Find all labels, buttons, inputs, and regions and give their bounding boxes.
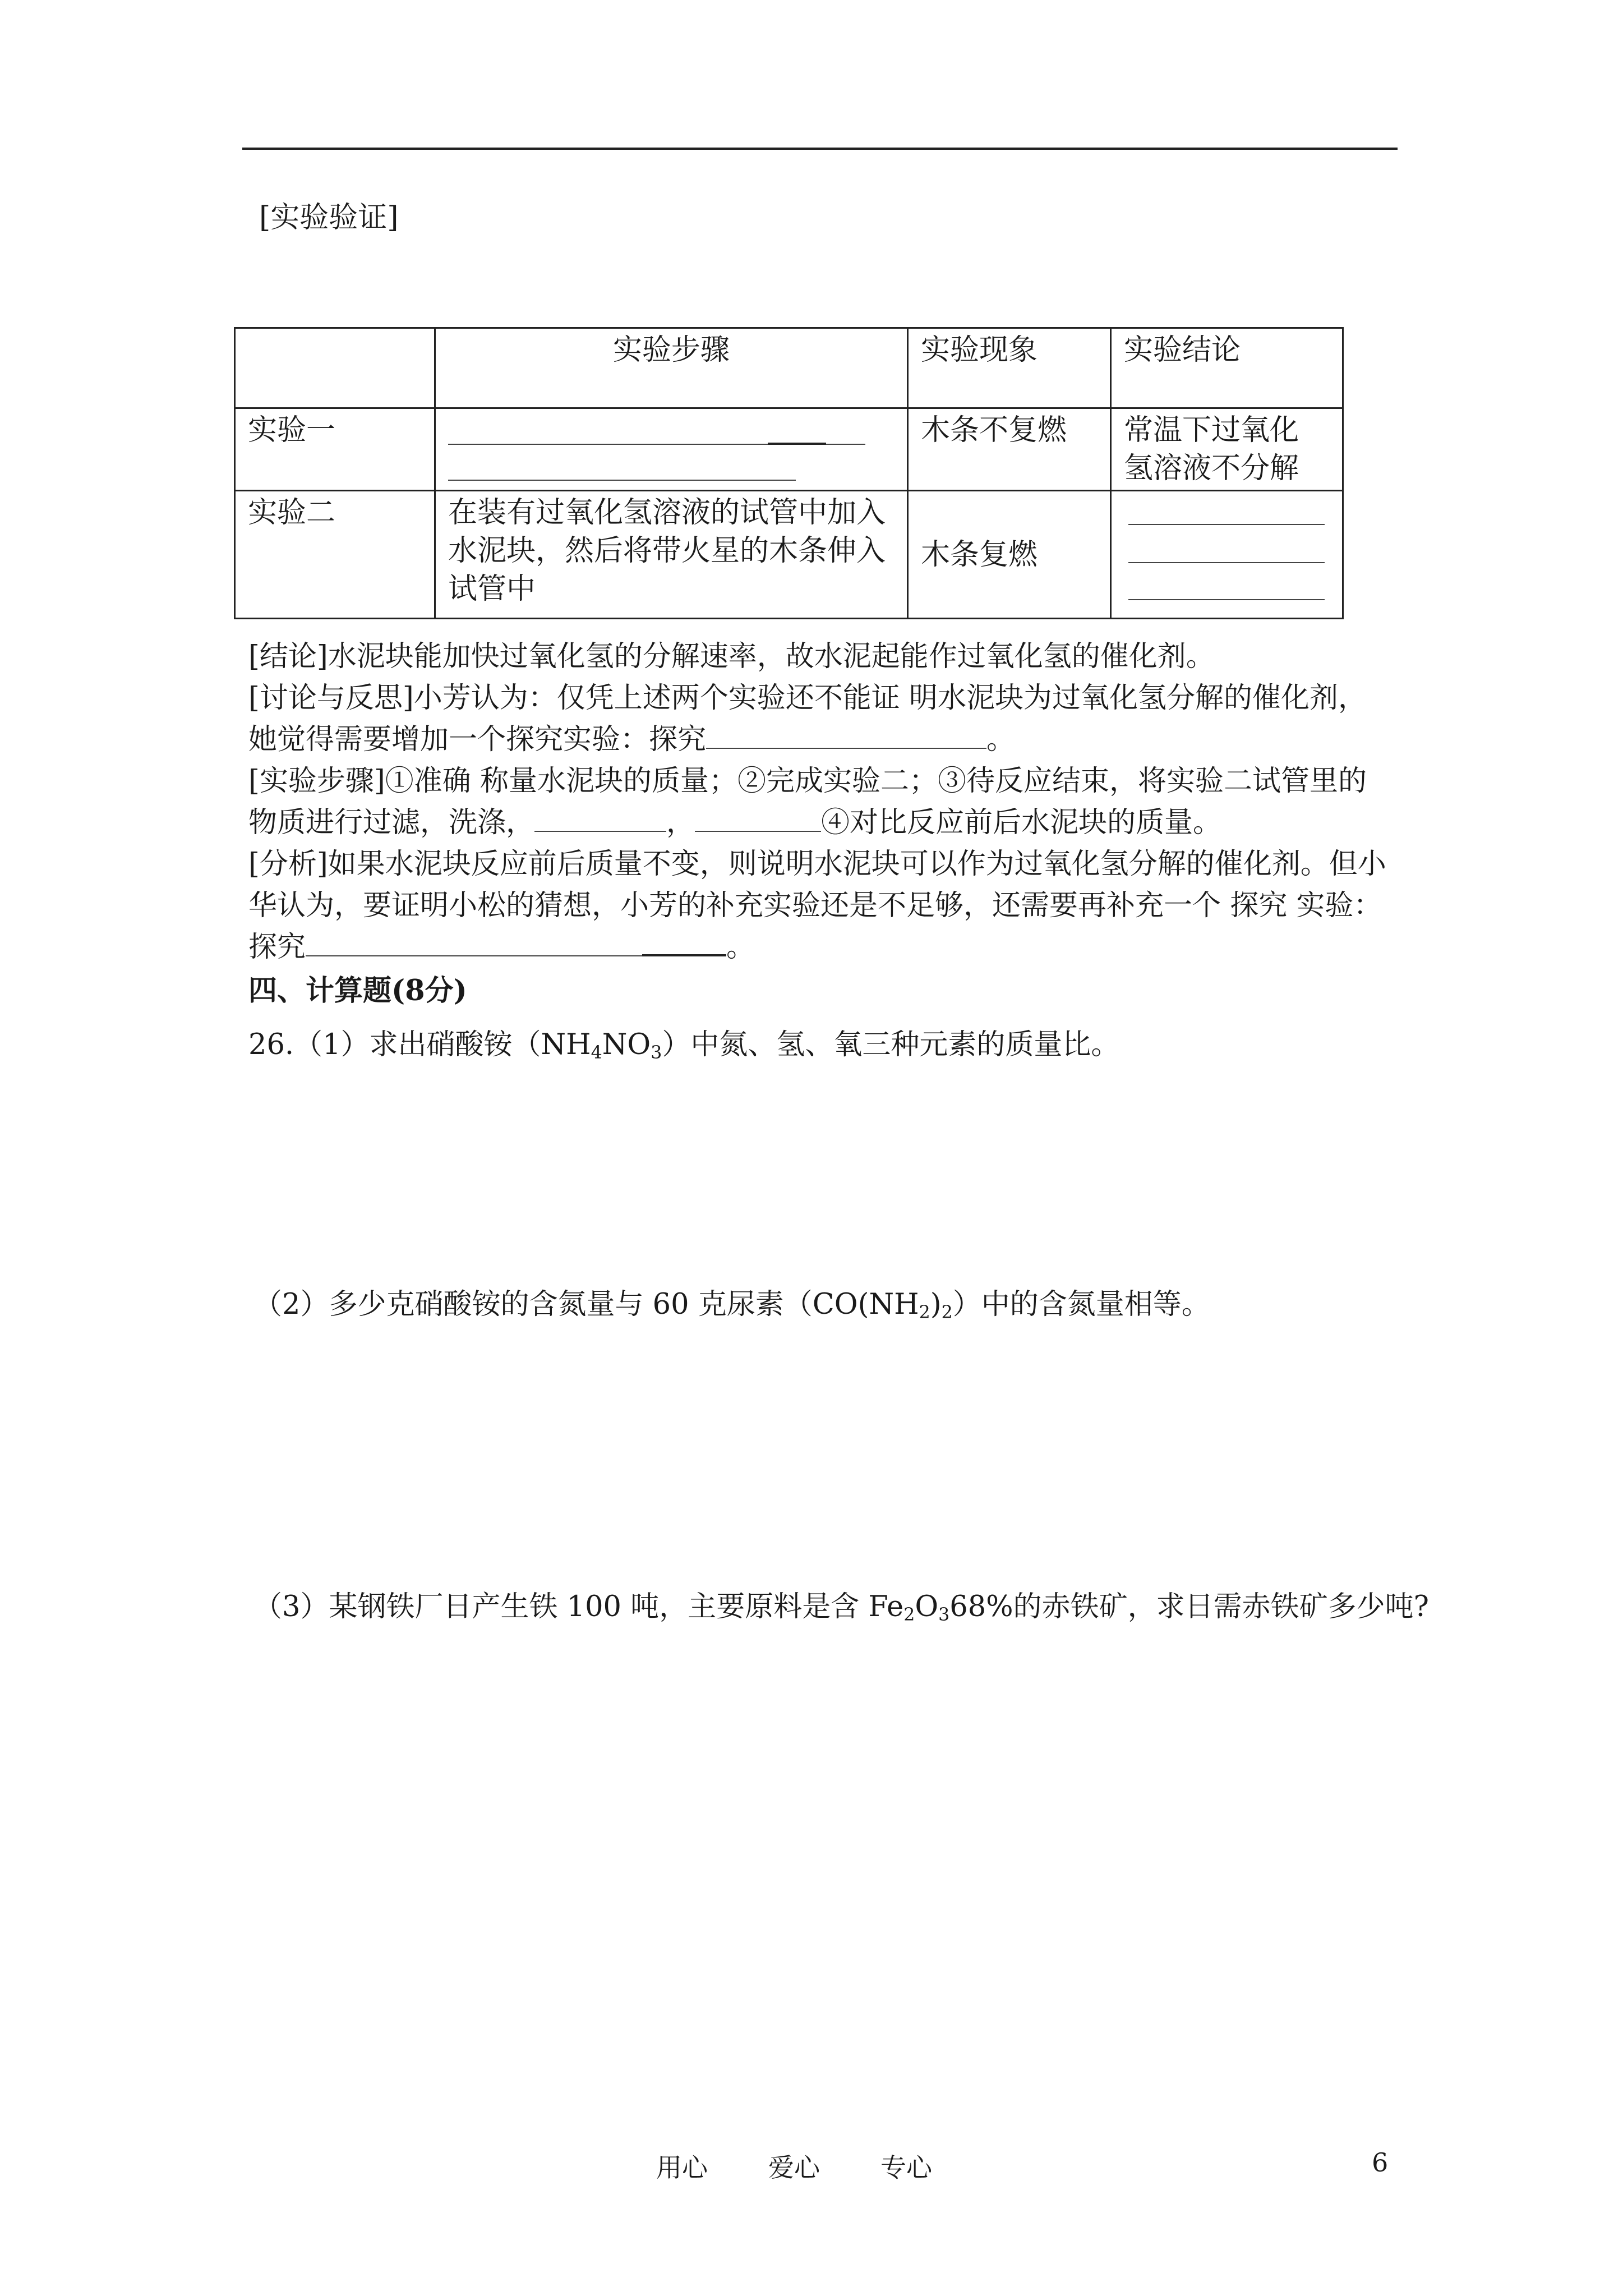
answer-blank[interactable]	[1128, 498, 1325, 525]
section-title-calculation: 四、计算题(8分)	[248, 974, 467, 1007]
table-header-conclusion: 实验结论	[1111, 328, 1343, 408]
table-header-steps: 实验步骤	[435, 328, 908, 408]
answer-blank[interactable]	[1128, 573, 1325, 600]
answer-blank[interactable]	[448, 417, 768, 445]
header-rule	[242, 148, 1398, 150]
table-header-empty	[235, 328, 435, 408]
conclusion-line: 氢溶液不分解	[1124, 452, 1299, 485]
answer-blank[interactable]	[306, 930, 642, 956]
answer-blank[interactable]	[695, 805, 821, 832]
step-line: 在装有过氧化氢溶液的试管中加入	[448, 496, 886, 530]
table-row	[235, 491, 1343, 619]
footer-motto-2: 爱心	[768, 2152, 820, 2183]
conclusion-cell	[1111, 408, 1343, 491]
footer-motto-3: 专心	[880, 2152, 932, 2183]
steps-line-2: 物质进行过滤，洗涤， ， ④对比反应前后水泥块的质量。	[248, 806, 1222, 839]
answer-blank[interactable]	[826, 417, 865, 445]
fill-in-conclusion-cell	[1111, 491, 1343, 619]
steps-line-1: [实验步骤]①准确 称量水泥块的质量；②完成实验二；③待反应结束，将实验二试管里的	[248, 765, 1367, 798]
conclusion-line: 常温下过氧化	[1124, 413, 1299, 447]
discussion-line-1: [讨论与反思]小芳认为：仅凭上述两个实验还不能证 明水泥块为过氧化氢分解的催化剂，	[248, 682, 1367, 715]
table-row	[235, 408, 1343, 491]
phenomenon-cell: 木条不复燃	[908, 408, 1111, 491]
conclusion-paragraph: [结论]水泥块能加快过氧化氢的分解速率，故水泥起能作过氧化氢的催化剂。	[248, 640, 1215, 673]
discussion-line-2: 她觉得需要增加一个探究实验：探究 。	[248, 723, 1016, 756]
question-26-part-1: 26.（1）求出硝酸铵$(NH_4NO_3)$中氮、氢、氧三种元素的质量比。	[248, 1028, 1120, 1063]
table-header-phenomenon: 实验现象	[908, 328, 1111, 408]
analysis-line-2: 华认为，要证明小松的猜想，小芳的补充实验还是不足够，还需要再补充一个 探究 实验：	[248, 889, 1382, 922]
analysis-line-3: 探究 。	[248, 923, 755, 965]
answer-blank[interactable]	[534, 805, 666, 832]
section-heading-verify: [实验验证]	[259, 201, 399, 234]
question-26-part-2: （2）多少克硝酸铵的含氮量与 60 克尿素$(CO(NH_2)_2)$中的含氮量相等。	[253, 1288, 1210, 1323]
row-label: 实验二	[235, 491, 435, 619]
step-line: 水泥块，然后将带火星的木条伸入	[448, 534, 886, 568]
analysis-line-1: [分析]如果水泥块反应前后质量不变，则说明水泥块可以作为过氧化氢分解的催化剂。但小	[248, 848, 1386, 881]
answer-blank[interactable]	[642, 928, 726, 956]
answer-blank[interactable]	[706, 722, 986, 749]
page-number: 6	[1372, 2147, 1389, 2178]
answer-blank[interactable]	[448, 453, 796, 481]
question-26-part-3: （3）某钢铁厂日产生铁 100 吨，主要原料是含 $Fe_2O_368\%$的赤铁矿，求日需赤铁矿多少吨?	[253, 1590, 1429, 1625]
phenomenon-cell: 木条复燃	[908, 491, 1111, 619]
steps-cell	[435, 491, 908, 619]
answer-blank[interactable]	[768, 416, 826, 445]
row-label: 实验一	[235, 408, 435, 491]
table-header-row	[235, 328, 1343, 408]
fill-in-steps-cell	[435, 408, 908, 491]
footer-motto-1: 用心	[656, 2152, 708, 2183]
step-line: 试管中	[448, 572, 536, 606]
answer-blank[interactable]	[1128, 536, 1325, 563]
experiment-table	[234, 327, 1344, 619]
